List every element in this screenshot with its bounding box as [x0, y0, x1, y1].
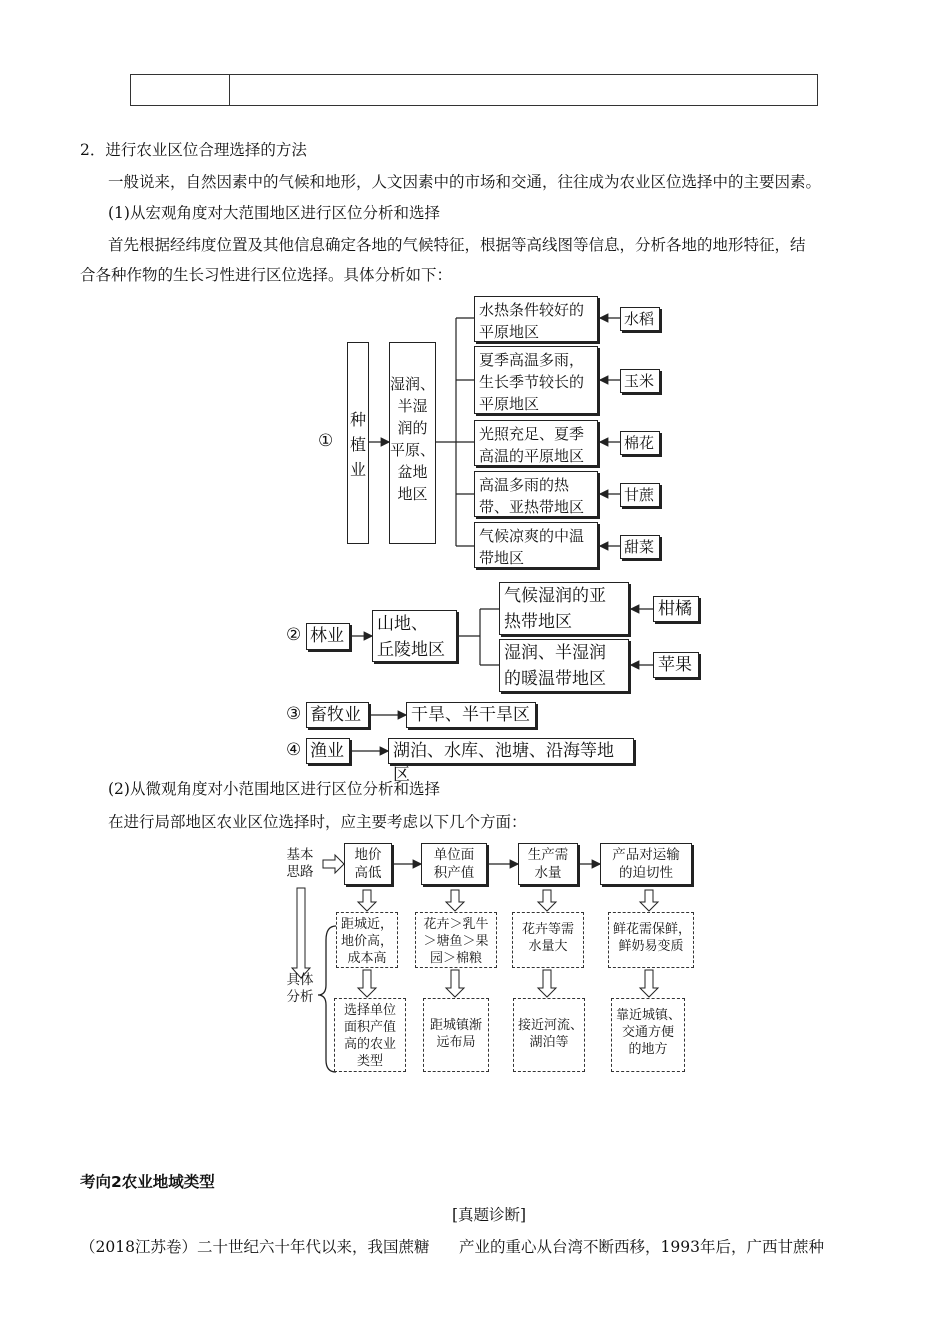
macro-num-4: ④	[286, 740, 302, 760]
animal-region-box: 干旱、半干旱区	[406, 702, 536, 728]
crop-box: 水稻	[620, 307, 660, 331]
sub1-title: (1)从宏观角度对大范围地区进行区位分析和选择	[108, 204, 440, 222]
fishery-region-box: 湖泊、水库、池塘、沿海等地区	[388, 738, 634, 764]
section2-intro: 一般说来，自然因素中的气候和地形，人文因素中的市场和交通，往往成为农业区位选择中的主要因素。	[108, 173, 822, 191]
factor-box: 产品对运输 的迫切性	[600, 843, 692, 885]
forest-crop-box: 苹果	[653, 652, 699, 678]
detail-box: 花卉＞乳牛 ＞塘鱼＞果 园＞棉粮	[415, 912, 497, 968]
forest-condition-box: 湿润、半湿润 的暖温带地区	[499, 639, 629, 692]
crop-box: 甘蔗	[620, 483, 660, 507]
crop-box: 棉花	[620, 431, 660, 455]
crop-box: 玉米	[620, 369, 660, 393]
detail-box: 距城近， 地价高， 成本高	[336, 912, 398, 968]
factor-box: 地价 高低	[344, 843, 392, 885]
macro-num-3: ③	[286, 704, 302, 724]
crop-box: 甜菜	[620, 535, 660, 559]
result-box: 接近河流、 湖泊等	[513, 998, 585, 1072]
sub2-intro: 在进行局部地区农业区位选择时，应主要考虑以下几个方面：	[108, 813, 527, 831]
condition-box: 光照充足、夏季 高温的平原地区	[474, 420, 598, 466]
analysis-label: 具体 分析	[286, 972, 314, 1005]
condition-box: 水热条件较好的 平原地区	[474, 296, 598, 342]
forest-region-box: 山地、 丘陵地区	[372, 610, 457, 662]
result-box: 选择单位 面积产值 高的农业 类型	[334, 998, 406, 1072]
animal-box: 畜牧业	[306, 702, 369, 728]
diagnosis-label: [真题诊断]	[452, 1206, 527, 1224]
macro-num-2: ②	[286, 625, 302, 645]
factor-box: 生产需 水量	[518, 843, 578, 885]
factor-box: 单位面 积产值	[421, 843, 487, 885]
macro-num-1: ①	[318, 431, 334, 451]
sub1-line2: 合各种作物的生长习性进行区位选择。具体分析如下：	[80, 266, 453, 284]
planting-box: 种 植 业	[347, 342, 369, 544]
detail-box: 鲜花需保鲜， 鲜奶易变质	[608, 912, 694, 968]
fishery-box: 渔业	[306, 738, 350, 764]
sub1-line1: 首先根据经纬度位置及其他信息确定各地的气候特征，根据等高线图等信息，分析各地的地形特征，结	[108, 236, 806, 254]
basic-idea-label: 基本 思路	[286, 847, 314, 880]
section-kx2-title: 考向2农业地域类型	[80, 1173, 215, 1191]
region-box: 湿润、 半湿 润的 平原、 盆地 地区	[389, 342, 436, 544]
result-box: 距城镇渐 远布局	[423, 998, 489, 1072]
result-box: 靠近城镇、 交通方便 的地方	[611, 998, 685, 1072]
condition-box: 夏季高温多雨， 生长季节较长的 平原地区	[474, 346, 598, 414]
condition-box: 高温多雨的热 带、亚热带地区	[474, 471, 598, 517]
detail-box: 花卉等需 水量大	[512, 912, 584, 968]
question-line: （2018江苏卷）二十世纪六十年代以来，我国蔗糖 产业的重心从台湾不断西移，1993年后，广西甘蔗种	[80, 1238, 824, 1256]
forest-crop-box: 柑橘	[653, 596, 699, 622]
forest-condition-box: 气候湿润的亚 热带地区	[499, 582, 629, 635]
sub2-title: (2)从微观角度对小范围地区进行区位分析和选择	[108, 780, 440, 798]
condition-box: 气候凉爽的中温 带地区	[474, 522, 598, 568]
forestry-box: 林业	[306, 623, 350, 650]
section2-heading: 2．进行农业区位合理选择的方法	[80, 141, 307, 159]
